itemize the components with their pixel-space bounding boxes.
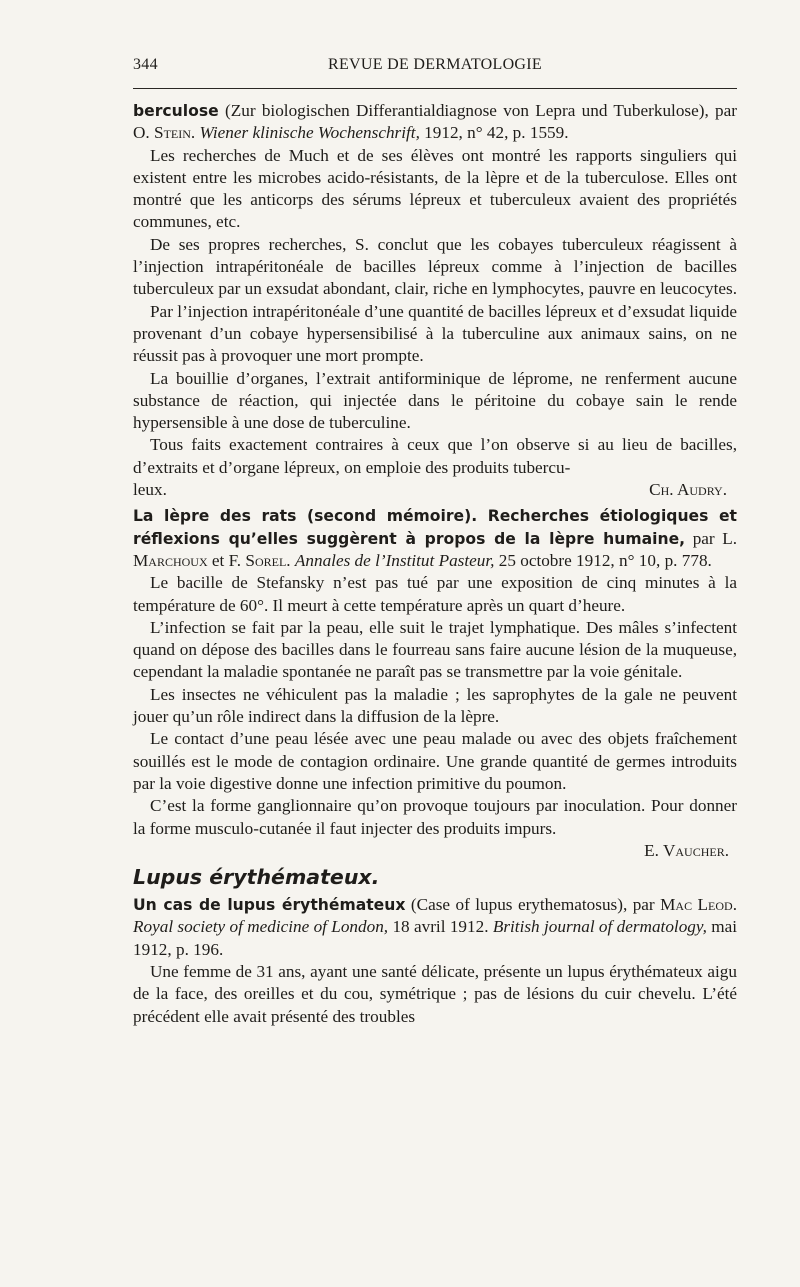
article2-journal: Annales de l’Institut Pasteur, [294, 550, 495, 570]
article2-paragraph-1: Le bacille de Stefansky n’est pas tué par une exposition de cinq minutes à la température de 60°. Il meurt à cette température après un quart d’heure. [133, 573, 737, 615]
article2-title: La lèpre des rats (second mémoire). Recherches étiologiques et réflexions qu’elles suggèrent à propos de la lèpre humaine, [133, 507, 737, 548]
article2-et: et [211, 550, 225, 570]
running-head [133, 56, 737, 78]
article2-author1: L. Marchoux [133, 528, 738, 570]
article1-author: Stein. [154, 123, 196, 143]
article1-title-end: berculose [133, 102, 219, 120]
page-number: 344 [133, 56, 158, 73]
running-title: REVUE DE DERMATOLOGIE [328, 56, 542, 73]
article1-subtitle: (Zur biologischen Differantialdiagnose von Lepra und Tuberkulose), par O. [133, 101, 737, 143]
article1-signature: Ch. Audry. [649, 480, 727, 500]
article2-paragraph-2: L’infection se fait par la peau, elle suit le trajet lymphatique. Des mâles s’infectent quand on dépose des bacilles dans le fourreau sans faire aucune lésion de la muqueuse, cependant la maladie spontanée ne paraît pas se transmettre par la voie génitale. [133, 617, 737, 682]
article1-paragraph-1: Les recherches de Much et de ses élèves ont montré les rapports singuliers qui existent entre les microbes acido-résistants, de la lèpre et de la tuberculose. Elles ont montré que les anticorps des sérums lépreux et tuberculeux avaient des propriétés communes, etc. [133, 145, 737, 232]
article3-ref: mai 1912, p. 196. [133, 917, 737, 959]
article3-journal1: Royal society of medicine of London, [133, 917, 389, 937]
article3-journal2: British journal of dermatology, [492, 917, 707, 937]
article1-paragraph-5-end: leux. [133, 480, 167, 500]
article2-paragraph-4: Le contact d’une peau lésée avec une peau malade ou avec des objets fraîchement souillés est le mode de contagion ordinaire. Une grande quantité de germes introduits par la voie digestive donne une infection primitive du poumon. [133, 729, 737, 793]
header-rule [133, 88, 737, 89]
article2-ref: 25 octobre 1912, n° 10, p. 778. [498, 550, 712, 570]
body-text [133, 100, 737, 1028]
article2-signature: E. Vaucher. [644, 840, 729, 860]
article2-author2: F. Sorel. [228, 550, 291, 570]
article1-paragraph-3: Par l’injection intrapéritonéale d’une quantité de bacilles lépreux et d’exsudat liquide provenant d’un cobaye hypersensibilisé à la tuberculine aux animaux sains, on ne réussit pas à provoquer une mort prompte. [133, 301, 737, 366]
article1-ref: 1912, n° 42, p. 1559. [424, 123, 569, 143]
article3-author: Mac Leod. [660, 895, 738, 915]
article1-paragraph-2: De ses propres recherches, S. conclut que les cobayes tuberculeux réagissent à l’injection intrapéritonéale de bacilles lépreux comme à l’injection de bacilles tuberculeux par un exsudat abondant, clair, riche en lymphocytes, pauvre en leucocytes. [133, 234, 737, 299]
article1-journal: Wiener klinische Wochenschrift, [199, 123, 420, 143]
article2-paragraph-3: Les insectes ne véhiculent pas la maladie ; les saprophytes de la gale ne peuvent jouer qu’un rôle indirect dans la diffusion de la lèpre. [133, 684, 737, 727]
article2-paragraph-5: C’est la forme ganglionnaire qu’on provoque toujours par inoculation. Pour donner la forme musculo-cutanée il faut injecter des produits impurs. [133, 796, 737, 838]
section-heading: Lupus érythémateux. [133, 865, 380, 890]
article3-reference [133, 894, 737, 961]
article3-title: Un cas de lupus érythémateux [133, 896, 406, 915]
article2-par: par [692, 528, 715, 548]
article2-reference [133, 505, 737, 572]
article1-reference [133, 100, 737, 145]
article1-closing-line [133, 479, 737, 501]
article3-subtitle: (Case of lupus erythematosus), par [410, 895, 655, 915]
article1-paragraph-5: Tous faits exactement contraires à ceux que l’on observe si au lieu de bacilles, d’extraits et d’organe lépreux, on emploie des produits tubercu- [133, 435, 737, 477]
article3-date1: 18 avril 1912. [392, 917, 489, 937]
article3-paragraph-1: Une femme de 31 ans, ayant une santé délicate, présente un lupus érythémateux aigu de la face, des oreilles et du cou, symétrique ; pas de lésions du cuir chevelu. L’été précédent elle avait présenté des troubles [133, 961, 737, 1026]
article1-paragraph-4: La bouillie d’organes, l’extrait antiforminique de léprome, ne renferment aucune substance de réaction, qui injectée dans le péritoine du cobaye sain le rende hypersensible à une dose de tuberculine. [133, 368, 737, 433]
